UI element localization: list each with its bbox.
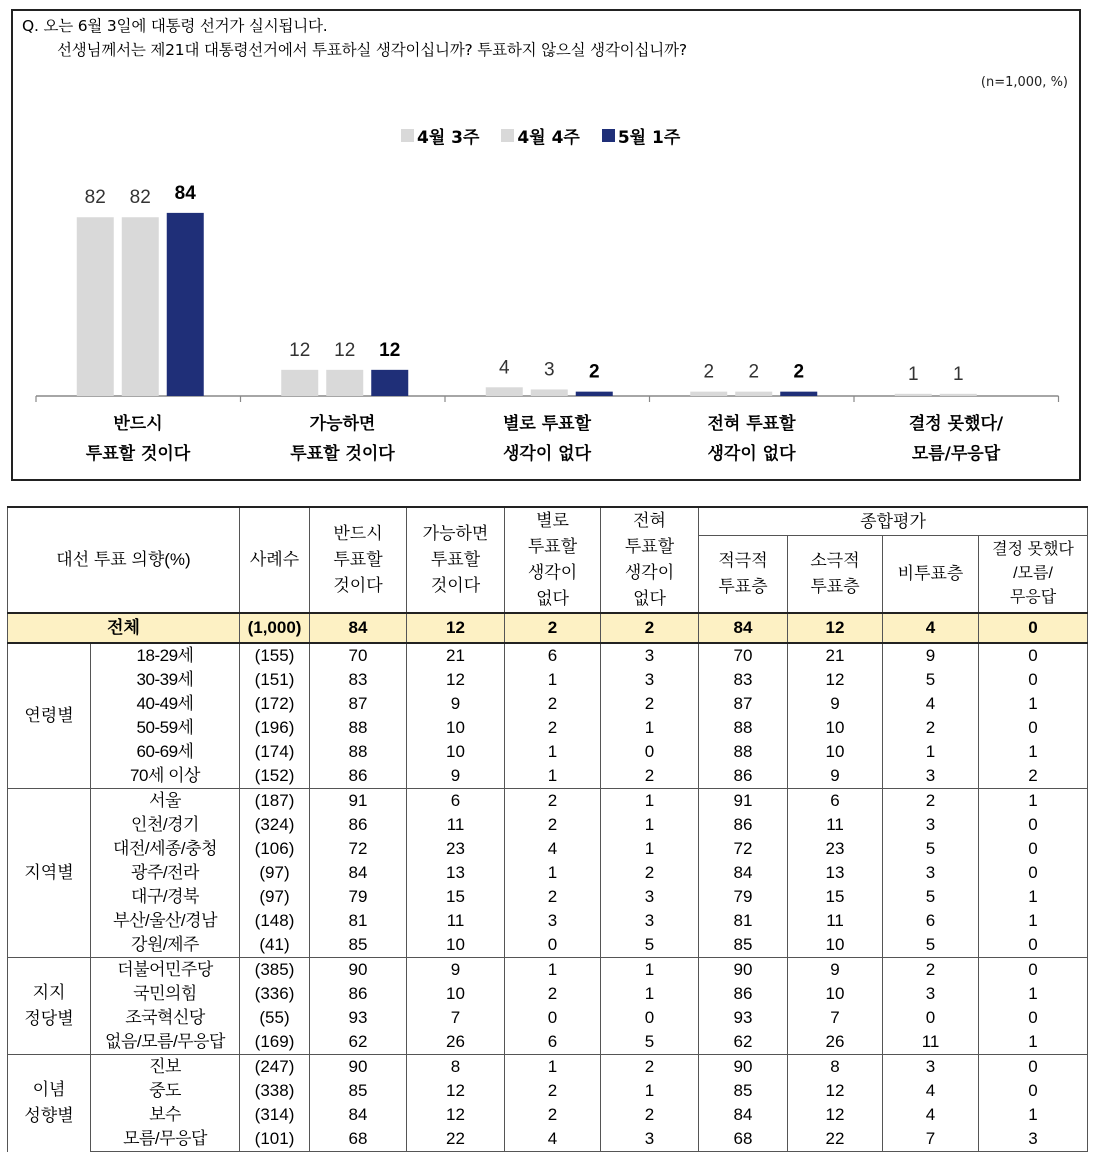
value-cell: 0 xyxy=(979,1055,1088,1080)
value-cell: 9 xyxy=(788,764,883,789)
chart-panel xyxy=(11,9,1081,481)
value-cell: 9 xyxy=(407,958,505,983)
value-cell: 1 xyxy=(601,837,699,861)
sample-size-cell: (151) xyxy=(240,668,310,692)
data-label: 2 xyxy=(748,361,760,383)
row-label: 전체 xyxy=(8,613,240,643)
value-cell: 3 xyxy=(883,813,979,837)
value-cell: 72 xyxy=(310,837,407,861)
sample-size-cell: (314) xyxy=(240,1103,310,1127)
value-cell: 62 xyxy=(699,1030,788,1055)
header-non-voters: 비투표층 xyxy=(883,536,979,613)
value-cell: 11 xyxy=(883,1030,979,1055)
row-label: 대구/경북 xyxy=(91,885,240,909)
value-cell: 10 xyxy=(788,982,883,1006)
table-row-total xyxy=(8,613,1088,643)
table-row xyxy=(8,692,1088,716)
value-cell: 2 xyxy=(883,716,979,740)
sample-size-cell: (247) xyxy=(240,1055,310,1080)
value-cell: 4 xyxy=(883,1103,979,1127)
sample-size-cell: (152) xyxy=(240,764,310,789)
header-active-voters: 적극적 투표층 xyxy=(699,536,788,613)
sample-size-cell: (97) xyxy=(240,885,310,909)
legend-label: 4월 3주 xyxy=(417,128,480,148)
bar xyxy=(531,389,568,396)
value-cell: 86 xyxy=(310,982,407,1006)
value-cell: 11 xyxy=(407,813,505,837)
value-cell: 85 xyxy=(310,1079,407,1103)
category-label: 반드시 투표할 것이다 xyxy=(85,414,191,464)
value-cell: 0 xyxy=(979,813,1088,837)
question-line-2: 선생님께서는 제21대 대통령선거에서 투표하실 생각이십니까? 투표하지 않으실 생각이십니까? xyxy=(57,41,687,59)
value-cell: 0 xyxy=(979,837,1088,861)
sample-size-cell: (1,000) xyxy=(240,613,310,643)
table-row xyxy=(8,1006,1088,1030)
value-cell: 70 xyxy=(699,643,788,668)
value-cell: 90 xyxy=(310,958,407,983)
value-cell: 86 xyxy=(699,982,788,1006)
value-cell: 0 xyxy=(979,933,1088,958)
group-label: 연령별 xyxy=(8,643,91,789)
data-label: 2 xyxy=(793,361,805,383)
bar xyxy=(281,370,318,396)
value-cell: 10 xyxy=(407,933,505,958)
table-row xyxy=(8,643,1088,668)
header-not-at-all: 전혀 투표할 생각이 없다 xyxy=(601,507,699,613)
value-cell: 0 xyxy=(979,613,1088,643)
row-label: 보수 xyxy=(91,1103,240,1127)
question-line-1: Q. 오는 6월 3일에 대통령 선거가 실시됩니다. xyxy=(22,17,328,35)
sample-size-cell: (338) xyxy=(240,1079,310,1103)
header-sample-size: 사례수 xyxy=(240,507,310,613)
row-label: 조국혁신당 xyxy=(91,1006,240,1030)
value-cell: 2 xyxy=(505,716,601,740)
table-title-header: 대선 투표 의향(%) xyxy=(8,507,240,613)
value-cell: 84 xyxy=(699,1103,788,1127)
value-cell: 1 xyxy=(505,668,601,692)
value-cell: 1 xyxy=(979,909,1088,933)
bar xyxy=(486,387,523,396)
data-label: 12 xyxy=(289,339,311,361)
value-cell: 2 xyxy=(601,613,699,643)
value-cell: 86 xyxy=(699,764,788,789)
value-cell: 68 xyxy=(699,1127,788,1152)
value-cell: 70 xyxy=(310,643,407,668)
sample-size-cell: (148) xyxy=(240,909,310,933)
row-label: 대전/세종/충청 xyxy=(91,837,240,861)
value-cell: 2 xyxy=(601,764,699,789)
value-cell: 6 xyxy=(505,643,601,668)
value-cell: 5 xyxy=(883,933,979,958)
bar xyxy=(77,217,114,396)
value-cell: 2 xyxy=(883,789,979,814)
value-cell: 9 xyxy=(883,643,979,668)
table-row xyxy=(8,789,1088,814)
value-cell: 0 xyxy=(979,958,1088,983)
value-cell: 86 xyxy=(310,813,407,837)
row-label: 광주/전라 xyxy=(91,861,240,885)
bar xyxy=(690,392,727,396)
value-cell: 9 xyxy=(407,764,505,789)
value-cell: 0 xyxy=(601,1006,699,1030)
bar xyxy=(371,370,408,396)
data-label: 12 xyxy=(379,339,401,361)
value-cell: 26 xyxy=(788,1030,883,1055)
bar xyxy=(895,394,932,396)
value-cell: 12 xyxy=(407,1103,505,1127)
value-cell: 23 xyxy=(407,837,505,861)
data-label: 84 xyxy=(174,182,196,204)
value-cell: 4 xyxy=(883,692,979,716)
value-cell: 84 xyxy=(310,861,407,885)
value-cell: 1 xyxy=(883,740,979,764)
value-cell: 2 xyxy=(601,1055,699,1080)
value-cell: 22 xyxy=(407,1127,505,1152)
row-label: 18-29세 xyxy=(91,643,240,668)
table-row xyxy=(8,716,1088,740)
value-cell: 1 xyxy=(505,1055,601,1080)
table-row xyxy=(8,740,1088,764)
value-cell: 3 xyxy=(601,885,699,909)
value-cell: 85 xyxy=(699,933,788,958)
value-cell: 2 xyxy=(505,613,601,643)
bar xyxy=(122,217,159,396)
value-cell: 2 xyxy=(505,885,601,909)
value-cell: 90 xyxy=(699,1055,788,1080)
data-label: 2 xyxy=(588,361,600,383)
sample-size-cell: (336) xyxy=(240,982,310,1006)
data-label: 82 xyxy=(129,187,151,209)
value-cell: 3 xyxy=(883,1055,979,1080)
value-cell: 72 xyxy=(699,837,788,861)
sample-size-cell: (41) xyxy=(240,933,310,958)
value-cell: 0 xyxy=(601,740,699,764)
value-cell: 68 xyxy=(310,1127,407,1152)
value-cell: 2 xyxy=(979,764,1088,789)
value-cell: 22 xyxy=(788,1127,883,1152)
category-label: 전혀 투표할 생각이 없다 xyxy=(707,414,796,464)
value-cell: 3 xyxy=(979,1127,1088,1152)
value-cell: 4 xyxy=(505,1127,601,1152)
data-label: 2 xyxy=(703,361,715,383)
value-cell: 12 xyxy=(788,668,883,692)
header-undecided: 결정 못했다 /모름/ 무응답 xyxy=(979,536,1088,613)
group-label: 이념 성향별 xyxy=(8,1055,91,1152)
value-cell: 84 xyxy=(699,861,788,885)
sample-size-cell: (55) xyxy=(240,1006,310,1030)
value-cell: 62 xyxy=(310,1030,407,1055)
bar xyxy=(940,394,977,396)
value-cell: 6 xyxy=(883,909,979,933)
value-cell: 0 xyxy=(505,933,601,958)
table-row xyxy=(8,885,1088,909)
value-cell: 2 xyxy=(505,982,601,1006)
table-row xyxy=(8,958,1088,983)
value-cell: 0 xyxy=(979,668,1088,692)
value-cell: 3 xyxy=(505,909,601,933)
data-label: 12 xyxy=(334,339,356,361)
value-cell: 91 xyxy=(310,789,407,814)
table-row xyxy=(8,813,1088,837)
table-row xyxy=(8,933,1088,958)
value-cell: 5 xyxy=(883,885,979,909)
sample-size-cell: (385) xyxy=(240,958,310,983)
value-cell: 9 xyxy=(788,958,883,983)
value-cell: 9 xyxy=(407,692,505,716)
value-cell: 88 xyxy=(310,716,407,740)
value-cell: 21 xyxy=(407,643,505,668)
row-label: 서울 xyxy=(91,789,240,814)
sample-size-cell: (106) xyxy=(240,837,310,861)
data-label: 1 xyxy=(907,363,919,385)
value-cell: 93 xyxy=(310,1006,407,1030)
value-cell: 2 xyxy=(883,958,979,983)
sample-size-cell: (196) xyxy=(240,716,310,740)
row-label: 없음/모름/무응답 xyxy=(91,1030,240,1055)
row-label: 50-59세 xyxy=(91,716,240,740)
value-cell: 88 xyxy=(699,740,788,764)
table-row xyxy=(8,909,1088,933)
value-cell: 1 xyxy=(505,740,601,764)
value-cell: 90 xyxy=(699,958,788,983)
table-row xyxy=(8,668,1088,692)
category-label: 결정 못했다/ 모름/무응답 xyxy=(908,414,1004,464)
row-label: 40-49세 xyxy=(91,692,240,716)
row-label: 더불어민주당 xyxy=(91,958,240,983)
value-cell: 2 xyxy=(505,1103,601,1127)
row-label: 인천/경기 xyxy=(91,813,240,837)
row-label: 부산/울산/경남 xyxy=(91,909,240,933)
value-cell: 10 xyxy=(407,740,505,764)
table-row xyxy=(8,1079,1088,1103)
value-cell: 0 xyxy=(505,1006,601,1030)
data-label: 4 xyxy=(498,357,510,379)
category-label: 별로 투표할 생각이 없다 xyxy=(502,414,592,464)
value-cell: 4 xyxy=(883,613,979,643)
legend-label: 5월 1주 xyxy=(617,128,681,148)
value-cell: 88 xyxy=(310,740,407,764)
value-cell: 0 xyxy=(979,716,1088,740)
value-cell: 1 xyxy=(601,982,699,1006)
table-row xyxy=(8,1103,1088,1127)
sample-size-cell: (324) xyxy=(240,813,310,837)
value-cell: 0 xyxy=(979,1006,1088,1030)
header-definitely-vote: 반드시 투표할 것이다 xyxy=(310,507,407,613)
value-cell: 7 xyxy=(788,1006,883,1030)
value-cell: 1 xyxy=(505,764,601,789)
value-cell: 12 xyxy=(407,613,505,643)
row-label: 국민의힘 xyxy=(91,982,240,1006)
row-label: 모름/무응답 xyxy=(91,1127,240,1152)
sample-size-cell: (155) xyxy=(240,643,310,668)
value-cell: 26 xyxy=(407,1030,505,1055)
value-cell: 83 xyxy=(310,668,407,692)
table-row xyxy=(8,1055,1088,1080)
header-passive-voters: 소극적 투표층 xyxy=(788,536,883,613)
value-cell: 87 xyxy=(310,692,407,716)
value-cell: 83 xyxy=(699,668,788,692)
value-cell: 79 xyxy=(310,885,407,909)
sample-size-cell: (174) xyxy=(240,740,310,764)
sample-size-cell: (169) xyxy=(240,1030,310,1055)
value-cell: 81 xyxy=(310,909,407,933)
value-cell: 86 xyxy=(699,813,788,837)
value-cell: 13 xyxy=(407,861,505,885)
value-cell: 8 xyxy=(407,1055,505,1080)
value-cell: 10 xyxy=(407,716,505,740)
value-cell: 1 xyxy=(979,982,1088,1006)
row-label: 70세 이상 xyxy=(91,764,240,789)
bar xyxy=(735,392,772,396)
value-cell: 23 xyxy=(788,837,883,861)
row-label: 30-39세 xyxy=(91,668,240,692)
value-cell: 5 xyxy=(601,1030,699,1055)
value-cell: 87 xyxy=(699,692,788,716)
value-cell: 84 xyxy=(310,1103,407,1127)
data-label: 82 xyxy=(84,187,106,209)
value-cell: 4 xyxy=(883,1079,979,1103)
bar xyxy=(780,392,817,396)
value-cell: 88 xyxy=(699,716,788,740)
value-cell: 7 xyxy=(883,1127,979,1152)
category-label: 가능하면 투표할 것이다 xyxy=(290,414,395,464)
value-cell: 3 xyxy=(601,909,699,933)
row-label: 60-69세 xyxy=(91,740,240,764)
value-cell: 1 xyxy=(601,1079,699,1103)
value-cell: 13 xyxy=(788,861,883,885)
value-cell: 5 xyxy=(883,837,979,861)
value-cell: 1 xyxy=(505,958,601,983)
value-cell: 12 xyxy=(788,1103,883,1127)
value-cell: 12 xyxy=(788,1079,883,1103)
value-cell: 2 xyxy=(505,813,601,837)
value-cell: 10 xyxy=(407,982,505,1006)
value-cell: 10 xyxy=(788,933,883,958)
table-row xyxy=(8,1127,1088,1152)
value-cell: 6 xyxy=(407,789,505,814)
value-cell: 3 xyxy=(601,1127,699,1152)
sample-size-cell: (172) xyxy=(240,692,310,716)
bar xyxy=(576,392,613,396)
data-label: 1 xyxy=(952,363,964,385)
value-cell: 10 xyxy=(788,716,883,740)
table-row xyxy=(8,1030,1088,1055)
table-row xyxy=(8,837,1088,861)
value-cell: 11 xyxy=(407,909,505,933)
value-cell: 21 xyxy=(788,643,883,668)
value-cell: 0 xyxy=(979,861,1088,885)
value-cell: 8 xyxy=(788,1055,883,1080)
value-cell: 1 xyxy=(601,813,699,837)
value-cell: 1 xyxy=(979,1030,1088,1055)
legend-label: 4월 4주 xyxy=(517,128,580,148)
value-cell: 12 xyxy=(407,668,505,692)
value-cell: 86 xyxy=(310,764,407,789)
bar xyxy=(326,370,363,396)
table-row xyxy=(8,764,1088,789)
value-cell: 81 xyxy=(699,909,788,933)
header-overall-group: 종합평가 xyxy=(699,507,1088,536)
value-cell: 1 xyxy=(601,789,699,814)
value-cell: 85 xyxy=(310,933,407,958)
value-cell: 1 xyxy=(601,716,699,740)
sample-size-cell: (101) xyxy=(240,1127,310,1152)
row-label: 중도 xyxy=(91,1079,240,1103)
value-cell: 9 xyxy=(788,692,883,716)
value-cell: 0 xyxy=(979,1079,1088,1103)
value-cell: 5 xyxy=(883,668,979,692)
value-cell: 5 xyxy=(601,933,699,958)
value-cell: 12 xyxy=(407,1079,505,1103)
value-cell: 4 xyxy=(505,837,601,861)
group-label: 지역별 xyxy=(8,789,91,958)
value-cell: 6 xyxy=(788,789,883,814)
value-cell: 1 xyxy=(979,789,1088,814)
value-cell: 1 xyxy=(505,861,601,885)
value-cell: 79 xyxy=(699,885,788,909)
value-cell: 2 xyxy=(505,1079,601,1103)
value-cell: 12 xyxy=(788,613,883,643)
value-cell: 1 xyxy=(979,692,1088,716)
value-cell: 3 xyxy=(883,861,979,885)
bar xyxy=(167,213,204,396)
group-label: 지지 정당별 xyxy=(8,958,91,1055)
table-row xyxy=(8,861,1088,885)
sample-size-cell: (187) xyxy=(240,789,310,814)
value-cell: 15 xyxy=(788,885,883,909)
value-cell: 10 xyxy=(788,740,883,764)
crosstab-table xyxy=(7,506,1088,1152)
value-cell: 3 xyxy=(601,668,699,692)
value-cell: 84 xyxy=(310,613,407,643)
table-row xyxy=(8,982,1088,1006)
value-cell: 2 xyxy=(601,861,699,885)
value-cell: 2 xyxy=(601,1103,699,1127)
row-label: 강원/제주 xyxy=(91,933,240,958)
value-cell: 1 xyxy=(979,885,1088,909)
value-cell: 85 xyxy=(699,1079,788,1103)
value-cell: 6 xyxy=(505,1030,601,1055)
value-cell: 0 xyxy=(979,643,1088,668)
header-possibly-vote: 가능하면 투표할 것이다 xyxy=(407,507,505,613)
row-label: 진보 xyxy=(91,1055,240,1080)
value-cell: 84 xyxy=(699,613,788,643)
value-cell: 3 xyxy=(883,982,979,1006)
value-cell: 91 xyxy=(699,789,788,814)
value-cell: 3 xyxy=(883,764,979,789)
value-cell: 0 xyxy=(883,1006,979,1030)
data-label: 3 xyxy=(543,359,555,381)
value-cell: 2 xyxy=(505,692,601,716)
value-cell: 90 xyxy=(310,1055,407,1080)
value-cell: 11 xyxy=(788,909,883,933)
header-not-really: 별로 투표할 생각이 없다 xyxy=(505,507,601,613)
sample-size-note: (n=1,000, %) xyxy=(980,75,1068,90)
value-cell: 2 xyxy=(505,789,601,814)
value-cell: 1 xyxy=(979,740,1088,764)
sample-size-cell: (97) xyxy=(240,861,310,885)
value-cell: 1 xyxy=(979,1103,1088,1127)
value-cell: 7 xyxy=(407,1006,505,1030)
value-cell: 1 xyxy=(601,958,699,983)
value-cell: 3 xyxy=(601,643,699,668)
value-cell: 15 xyxy=(407,885,505,909)
value-cell: 2 xyxy=(601,692,699,716)
value-cell: 11 xyxy=(788,813,883,837)
value-cell: 93 xyxy=(699,1006,788,1030)
